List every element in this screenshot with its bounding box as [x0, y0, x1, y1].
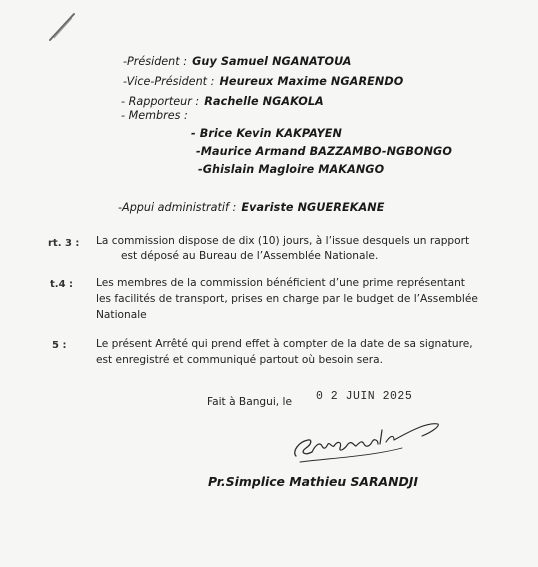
vice-president-line	[123, 70, 403, 89]
date-stamp: 0 2 JUIN 2025	[316, 390, 413, 403]
vice-president-label: -Vice-Président :	[123, 75, 215, 88]
appui-name: Evariste NGUEREKANE	[241, 201, 385, 214]
president-name: Guy Samuel NGANATOUA	[192, 55, 352, 68]
signatory-name: Pr.Simplice Mathieu SARANDJI	[208, 474, 418, 489]
rapporteur-line	[121, 90, 324, 109]
article-4-line: Nationale	[96, 309, 147, 321]
article-4-line: les facilités de transport, prises en charge par le budget de l’Assemblée	[96, 293, 478, 305]
appui-label: -Appui administratif :	[118, 201, 237, 214]
president-label: -Président :	[123, 55, 187, 68]
member-item: -Maurice Armand BAZZAMBO-NGBONGO	[196, 145, 452, 158]
article-4-label: t.4 :	[50, 279, 74, 290]
article-3-label: rt. 3 :	[48, 238, 80, 249]
member-item: -Ghislain Magloire MAKANGO	[198, 163, 385, 176]
handwritten-signature	[282, 412, 442, 468]
rapporteur-label: - Rapporteur :	[121, 95, 200, 108]
article-5-label: 5 :	[52, 340, 67, 351]
article-4-line: Les membres de la commission bénéficient d’une prime représentant	[96, 277, 465, 289]
rapporteur-name: Rachelle NGAKOLA	[204, 95, 324, 108]
article-5-line: Le présent Arrêté qui prend effet à compter de la date de sa signature,	[96, 338, 473, 350]
place-date-label: Fait à Bangui, le	[207, 396, 292, 408]
appui-line	[118, 196, 384, 215]
vice-president-name: Heureux Maxime NGARENDO	[219, 75, 404, 88]
member-item: - Brice Kevin KAKPAYEN	[191, 127, 343, 140]
article-3-line: La commission dispose de dix (10) jours, à l’issue desquels un rapport	[96, 235, 470, 247]
president-line	[123, 50, 352, 69]
article-5-line: est enregistré et communiqué partout où besoin sera.	[96, 354, 383, 366]
pen-mark-icon	[44, 10, 80, 44]
members-label: - Membres :	[121, 109, 188, 122]
article-3-line: est déposé au Bureau de l’Assemblée Nationale.	[121, 250, 379, 262]
